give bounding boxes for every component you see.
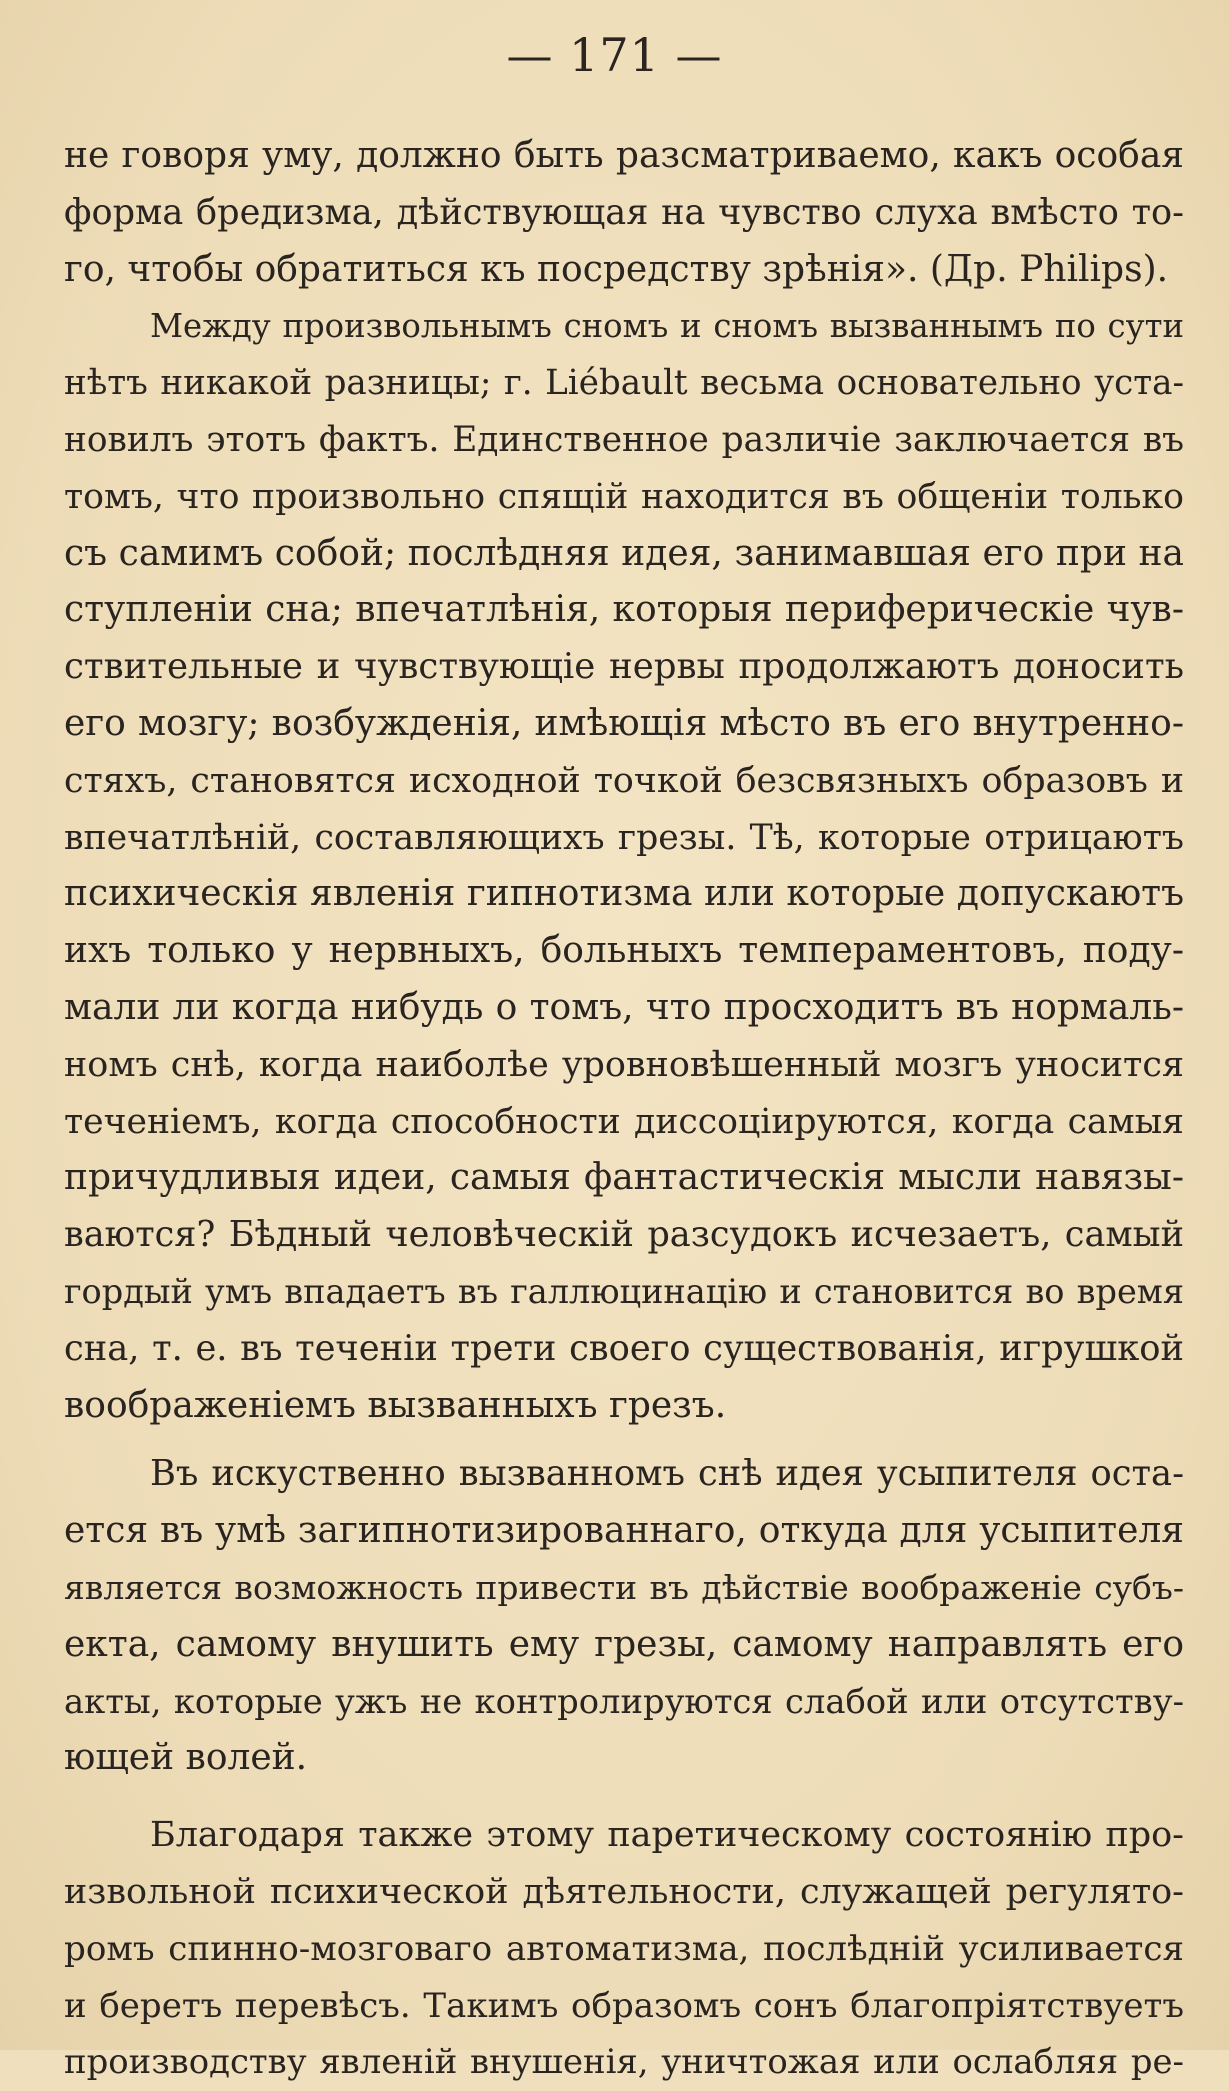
text-line: мали ли когда нибудь о томъ, что просходитъ въ нормаль- bbox=[64, 986, 1184, 1028]
text-line: не говоря уму, должно быть разсматриваемо, какъ особая bbox=[64, 135, 1184, 176]
text-line: ромъ спинно-мозговаго автоматизма, послѣдній усиливается bbox=[64, 1928, 1184, 1969]
text-line: ихъ только у нервныхъ, больныхъ темпераментовъ, поду- bbox=[64, 930, 1184, 972]
text-line: ющей волей. bbox=[64, 1737, 308, 1779]
paragraph-3 bbox=[64, 1446, 1184, 1787]
text-line: является возможность привести въ дѣйствіе воображеніе субъ- bbox=[64, 1567, 1184, 1607]
text-line: психическія явленія гипнотизма или которые допускаютъ bbox=[64, 873, 1184, 915]
text-line: го, чтобы обратиться къ посредству зрѣнія». (Др. Philips). bbox=[64, 248, 1169, 290]
text-line: ваются? Бѣдный человѣческій разсудокъ исчезаетъ, самый bbox=[64, 1214, 1184, 1256]
text-line: нѣтъ никакой разницы; г. Liébault весьма основательно уста- bbox=[64, 363, 1184, 404]
text-line: томъ, что произвольно спящій находится въ общеніи только bbox=[64, 476, 1184, 517]
text-line: впечатлѣній, составляющихъ грезы. Тѣ, которые отрицаютъ bbox=[64, 817, 1184, 858]
text-line: стяхъ, становятся исходной точкой безсвязныхъ образовъ и bbox=[64, 760, 1184, 801]
text-line: акты, которые ужъ не контролируются слабой или отсутству- bbox=[64, 1681, 1184, 1721]
text-line: Благодаря также этому паретическому состоянію про- bbox=[150, 1815, 1184, 1856]
paragraph-4 bbox=[64, 1807, 1184, 2091]
text-line: ется въ умѣ загипнотизированнаго, откуда для усыпителя bbox=[64, 1510, 1184, 1552]
text-line: ствительные и чувствующіе нервы продолжаютъ доносить bbox=[64, 646, 1184, 688]
text-line: номъ снѣ, когда наиболѣе уровновѣшенный мозгъ уносится bbox=[64, 1044, 1184, 1085]
text-line: теченіемъ, когда способности диссоціируются, когда самыя bbox=[64, 1101, 1184, 1142]
text-line: причудливыя идеи, самыя фантастическія мысли навязы- bbox=[64, 1157, 1184, 1199]
text-line: воображеніемъ вызванныхъ грезъ. bbox=[64, 1384, 727, 1426]
text-line: гордый умъ впадаетъ въ галлюцинацію и становится во время bbox=[64, 1271, 1184, 1311]
text-line: новилъ этотъ фактъ. Единственное различіе заключается въ bbox=[64, 419, 1184, 460]
text-line: его мозгу; возбужденія, имѣющія мѣсто въ его внутренно- bbox=[64, 702, 1184, 744]
text-line: производству явленій внушенія, уничтожая или ослабляя ре- bbox=[64, 2042, 1184, 2082]
text-line: извольной психической дѣятельности, служащей регулято- bbox=[64, 1871, 1184, 1912]
text-line: форма бредизма, дѣйствующая на чувство слуха вмѣсто то- bbox=[64, 191, 1184, 233]
body-text bbox=[64, 128, 1184, 2091]
text-line: екта, самому внушить ему грезы, самому направлять его bbox=[64, 1623, 1184, 1665]
text-line: сна, т. е. въ теченіи трети своего существованія, игрушкой bbox=[64, 1327, 1184, 1369]
paragraph-1 bbox=[64, 128, 1184, 298]
text-line: ступленіи сна; впечатлѣнія, которыя периферическіе чув- bbox=[64, 589, 1184, 631]
page-number: — 171 — bbox=[506, 28, 723, 82]
text-line: съ самимъ собой; послѣдняя идея, занимавшая его при на bbox=[64, 532, 1184, 574]
text-line: Въ искуственно вызванномъ снѣ идея усыпителя оста- bbox=[150, 1453, 1184, 1495]
paragraph-2 bbox=[64, 298, 1184, 1434]
text-line: и беретъ перевѣсъ. Такимъ образомъ сонъ благопріятствуетъ bbox=[64, 1985, 1184, 2026]
text-line: Между произвольнымъ сномъ и сномъ вызваннымъ по сути bbox=[150, 307, 1184, 346]
